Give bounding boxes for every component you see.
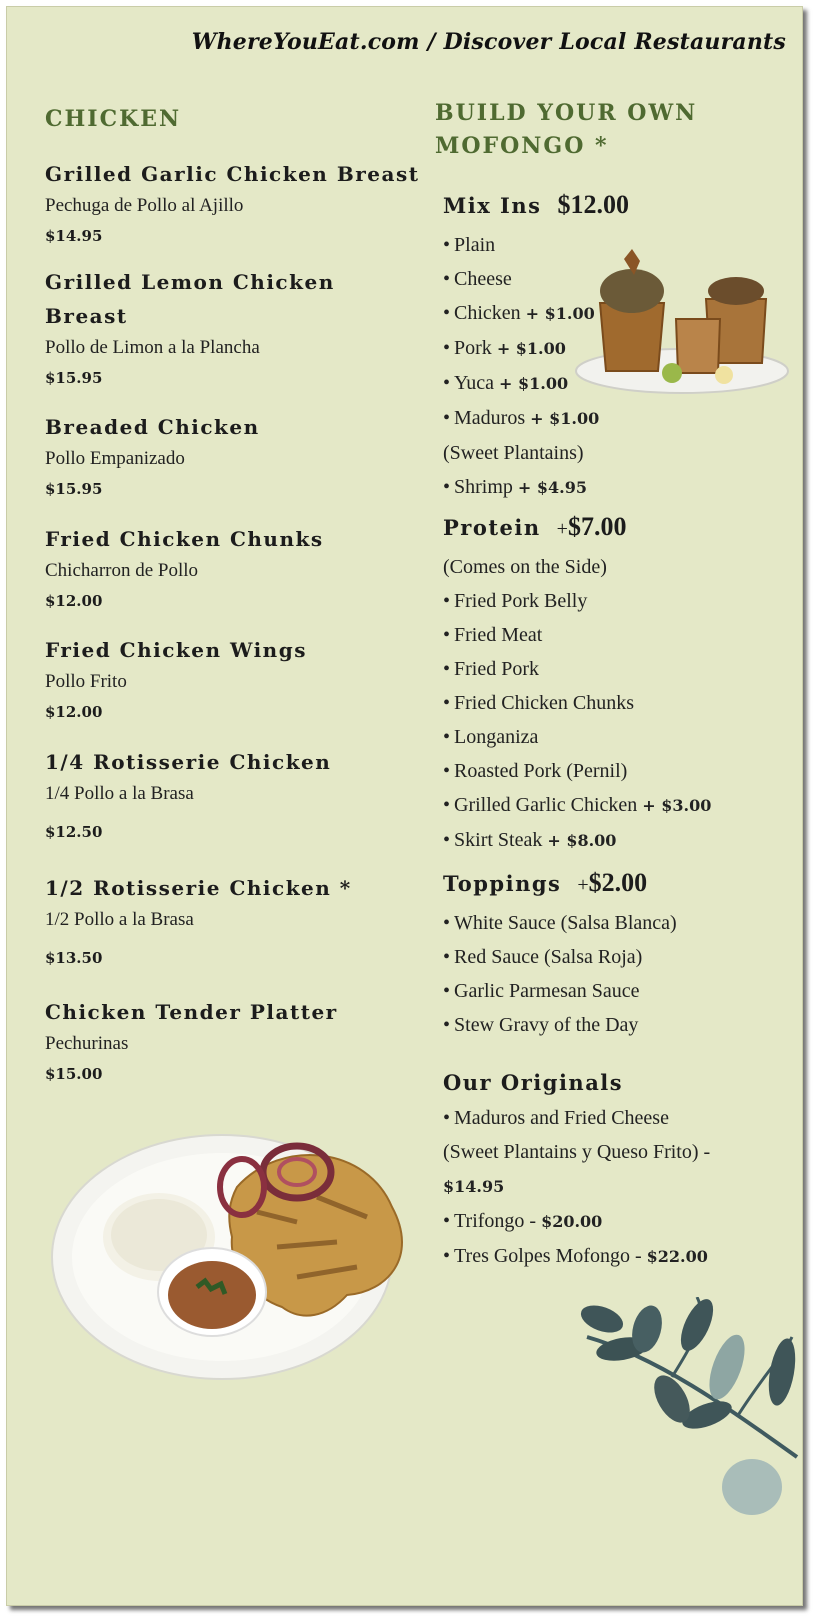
item-text: (Sweet Plantains y Queso Frito) -	[443, 1141, 711, 1163]
item-subtitle: Pollo de Limon a la Plancha	[45, 337, 260, 358]
bullet-icon: •	[443, 590, 451, 612]
item-subtitle: Pollo Frito	[45, 671, 127, 692]
mofongo-title-line2: MOFONGO *	[435, 133, 609, 159]
item-price: + $4.95	[517, 478, 587, 497]
originals-list	[443, 1101, 803, 1274]
list-item	[443, 1008, 803, 1042]
list-item	[443, 550, 803, 584]
item-text: Maduros and Fried Cheese	[454, 1107, 669, 1129]
item-price: $15.95	[45, 369, 103, 387]
item-name: 1/2 Rotisserie Chicken *	[45, 876, 352, 900]
item-text: Stew Gravy of the Day	[454, 1014, 639, 1036]
menu-item	[45, 633, 425, 727]
bullet-icon: •	[443, 337, 451, 359]
item-text: Chicken	[454, 302, 521, 324]
list-item	[443, 1101, 803, 1135]
item-name: Chicken Tender Platter	[45, 1000, 338, 1024]
list-item	[443, 788, 803, 823]
list-item	[443, 1204, 803, 1239]
bullet-icon: •	[443, 407, 451, 429]
item-price: $12.00	[45, 703, 103, 721]
protein-price	[557, 512, 627, 541]
menu-item	[45, 157, 425, 251]
item-price: $14.95	[45, 227, 103, 245]
bullet-icon: •	[443, 794, 451, 816]
bullet-icon: •	[443, 234, 451, 256]
list-item	[443, 906, 803, 940]
item-price: $12.00	[45, 592, 103, 610]
list-item	[443, 401, 803, 436]
menu-item	[45, 265, 425, 393]
item-text: Garlic Parmesan Sauce	[454, 980, 640, 1002]
item-price: + $1.00	[496, 339, 566, 358]
toppings-group	[443, 863, 803, 1042]
bullet-icon: •	[443, 980, 451, 1002]
item-text: Trifongo -	[454, 1210, 537, 1232]
leaf-decoration-icon	[577, 1297, 802, 1527]
item-price: $14.95	[443, 1177, 505, 1196]
item-price: $15.00	[45, 1065, 103, 1083]
list-item	[443, 940, 803, 974]
toppings-price	[577, 868, 647, 897]
item-text: Fried Pork Belly	[454, 590, 588, 612]
toppings-list	[443, 906, 803, 1042]
item-name-line2: Breast	[45, 304, 128, 328]
originals-group	[443, 1067, 803, 1274]
item-subtitle: Pechuga de Pollo al Ajillo	[45, 195, 244, 216]
item-name: Grilled Lemon Chicken	[45, 270, 335, 294]
mofongo-section-title	[435, 97, 697, 163]
item-name: 1/4 Rotisserie Chicken	[45, 750, 332, 774]
item-price: $15.95	[45, 480, 103, 498]
item-price: + $1.00	[525, 304, 595, 323]
item-name: Fried Chicken Chunks	[45, 527, 324, 551]
toppings-price-value: $2.00	[588, 868, 648, 897]
item-text: Tres Golpes Mofongo -	[454, 1245, 642, 1267]
toppings-title: Toppings	[443, 871, 562, 896]
bullet-icon: •	[443, 268, 451, 290]
list-item	[443, 436, 803, 470]
bullet-icon: •	[443, 1014, 451, 1036]
item-text: Yuca	[454, 372, 494, 394]
item-text: Roasted Pork (Pernil)	[454, 760, 628, 782]
mixins-title: Mix Ins	[443, 193, 542, 218]
item-text: Cheese	[454, 268, 512, 290]
item-subtitle: Chicharron de Pollo	[45, 560, 199, 581]
menu-item	[45, 410, 425, 504]
protein-title: Protein	[443, 515, 541, 540]
item-price: + $1.00	[530, 409, 600, 428]
mofongo-image	[572, 245, 792, 405]
item-price: $12.50	[45, 823, 103, 841]
list-item	[443, 720, 803, 754]
menu-item	[45, 995, 425, 1089]
item-name: Grilled Garlic Chicken Breast	[45, 162, 420, 186]
list-item	[443, 823, 803, 858]
item-name: Breaded Chicken	[45, 415, 260, 439]
item-text: Plain	[454, 234, 496, 256]
bullet-icon: •	[443, 946, 451, 968]
item-text: Fried Chicken Chunks	[454, 692, 635, 714]
list-item	[443, 974, 803, 1008]
item-text: Fried Pork	[454, 658, 540, 680]
list-item	[443, 470, 803, 505]
item-price: + $1.00	[499, 374, 569, 393]
item-price: + $3.00	[642, 796, 712, 815]
item-name: Fried Chicken Wings	[45, 638, 307, 662]
item-price: $22.00	[646, 1247, 708, 1266]
item-text: (Sweet Plantains)	[443, 442, 584, 464]
bullet-icon: •	[443, 476, 451, 498]
mofongo-title-line1: BUILD YOUR OWN	[435, 100, 698, 126]
bullet-icon: •	[443, 1107, 451, 1129]
menu-item	[45, 871, 425, 973]
protein-price-value: $7.00	[567, 512, 627, 541]
list-item	[443, 754, 803, 788]
bullet-icon: •	[443, 658, 451, 680]
list-item	[443, 618, 803, 652]
list-item	[443, 652, 803, 686]
bullet-icon: •	[443, 302, 451, 324]
item-text: White Sauce (Salsa Blanca)	[454, 912, 677, 934]
bullet-icon: •	[443, 912, 451, 934]
item-text: Maduros	[454, 407, 526, 429]
bullet-icon: •	[443, 1245, 451, 1267]
bullet-icon: •	[443, 829, 451, 851]
list-item	[443, 686, 803, 720]
menu-item	[45, 745, 425, 847]
item-text: Pork	[454, 337, 492, 359]
list-item	[443, 1239, 803, 1274]
bullet-icon: •	[443, 372, 451, 394]
item-text: Red Sauce (Salsa Roja)	[454, 946, 643, 968]
item-text: Grilled Garlic Chicken	[454, 794, 638, 816]
list-item	[443, 1169, 803, 1204]
item-text: Longaniza	[454, 726, 539, 748]
item-text: Shrimp	[454, 476, 513, 498]
item-price: $20.00	[541, 1212, 603, 1231]
item-subtitle: 1/2 Pollo a la Brasa	[45, 909, 194, 930]
item-subtitle: Pollo Empanizado	[45, 448, 185, 469]
protein-group	[443, 507, 803, 858]
bullet-icon: •	[443, 624, 451, 646]
item-text: Fried Meat	[454, 624, 543, 646]
chicken-section-title: CHICKEN	[45, 106, 182, 132]
bullet-icon: •	[443, 692, 451, 714]
item-subtitle: 1/4 Pollo a la Brasa	[45, 783, 194, 804]
mixins-price: $12.00	[557, 190, 629, 219]
chicken-plate-image	[47, 1117, 427, 1387]
bullet-icon: •	[443, 1210, 451, 1232]
item-price: $13.50	[45, 949, 103, 967]
item-text: Skirt Steak	[454, 829, 543, 851]
item-price: + $8.00	[547, 831, 617, 850]
originals-title: Our Originals	[443, 1070, 624, 1095]
list-item	[443, 584, 803, 618]
item-subtitle: Pechurinas	[45, 1033, 129, 1054]
protein-list	[443, 550, 803, 858]
list-item	[443, 1135, 803, 1169]
watermark: WhereYouEat.com / Discover Local Restaurants	[191, 29, 786, 55]
bullet-icon: •	[443, 726, 451, 748]
bullet-icon: •	[443, 760, 451, 782]
item-text: (Comes on the Side)	[443, 556, 607, 578]
menu-page	[6, 6, 803, 1606]
protein-plus: +	[556, 518, 568, 540]
menu-item	[45, 522, 425, 616]
toppings-plus: +	[577, 874, 589, 896]
